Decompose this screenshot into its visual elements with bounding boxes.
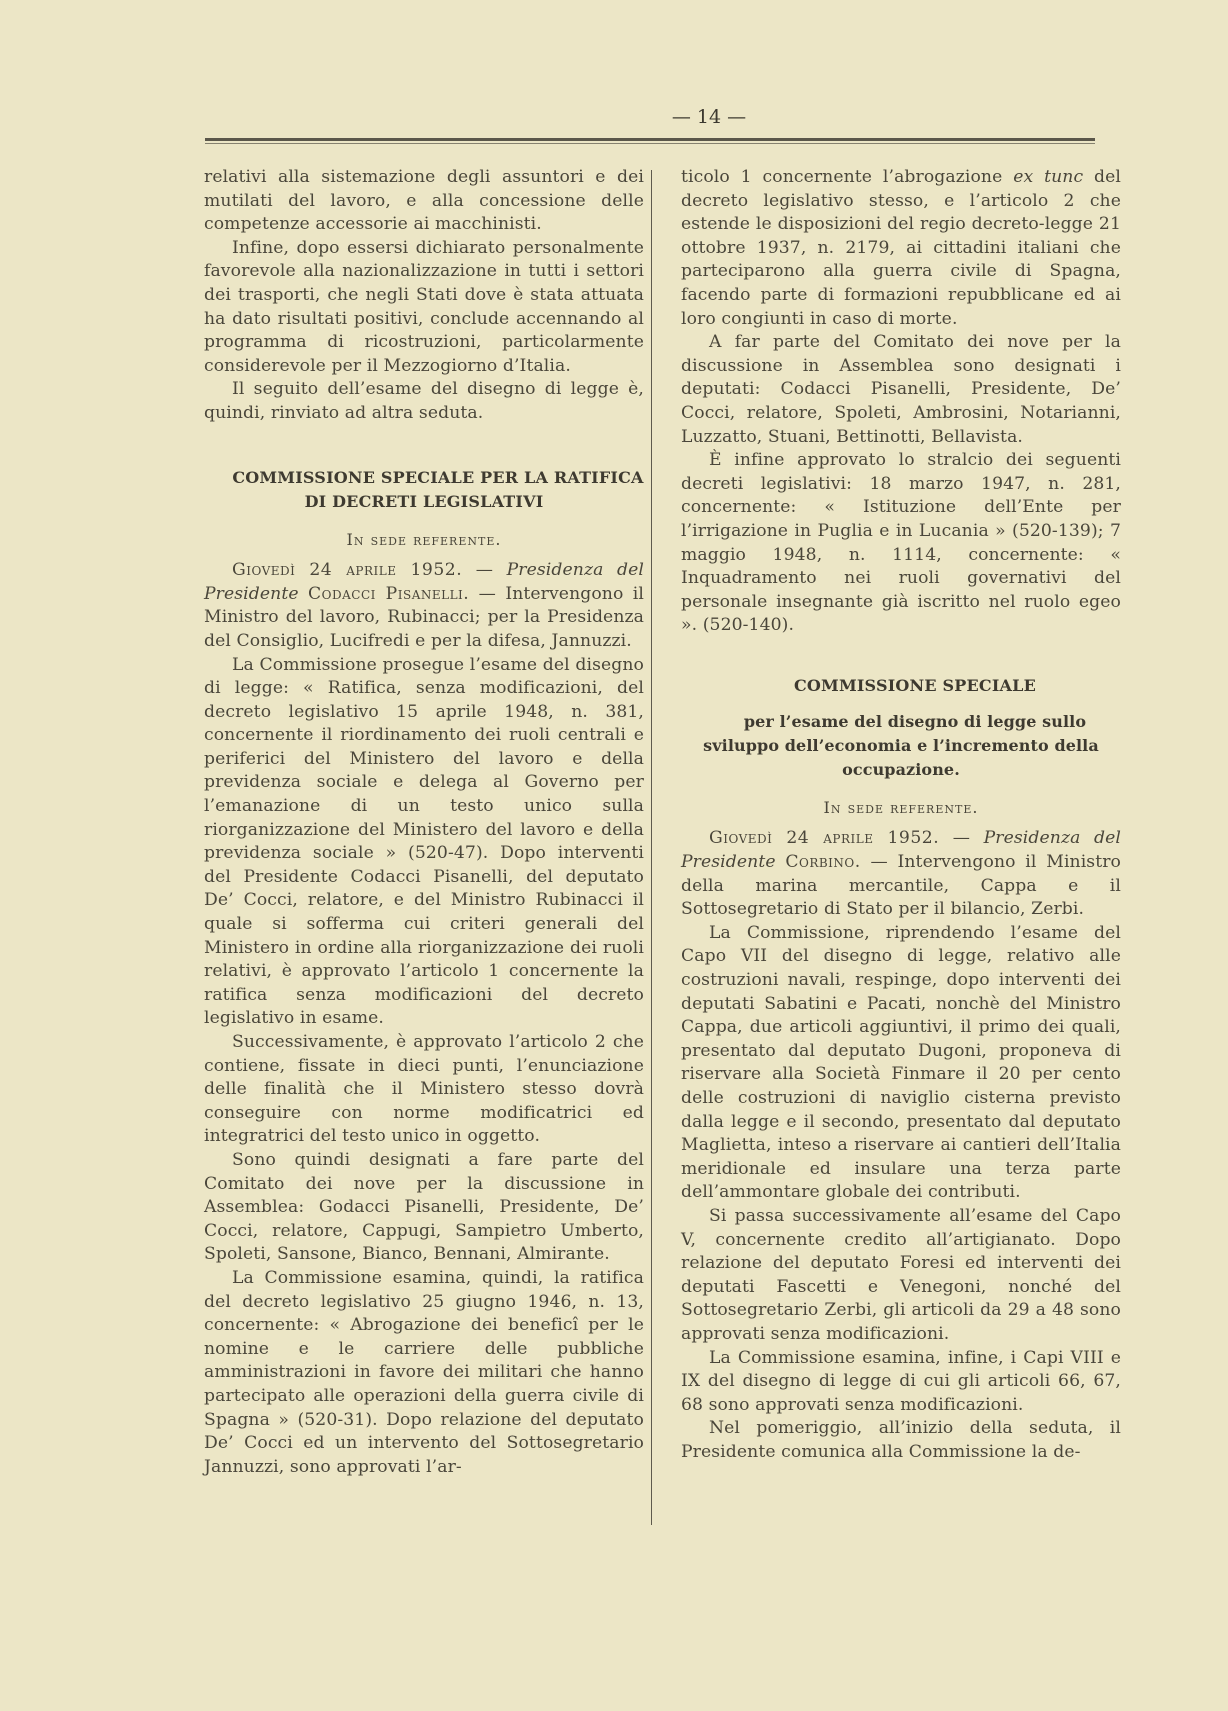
presidency: Presidenza del Presidente: [681, 828, 1121, 873]
paragraph: Nel pomeriggio, all’inizio della seduta, il Presidente comunica alla Commissione la de-: [681, 1418, 1121, 1462]
paragraph: Il seguito dell’esame del disegno di legge è, quindi, rinviato ad altra seduta.: [204, 379, 644, 423]
page-number: — 14 —: [671, 106, 747, 128]
right-column: [681, 166, 1121, 1465]
text-run: ticolo 1 concernente l’abrogazione: [681, 167, 1014, 187]
dash: —: [462, 560, 507, 581]
president-name: Codacci Pisanelli.: [308, 583, 470, 604]
left-column: [204, 166, 644, 1479]
paragraph: Successivamente, è approvato l’articolo 2 che contiene, fissate in dieci punti, l’enunciazione delle finalità che il Ministero stesso dovrà conseguire con norme modificatrici ed integratrici del testo unico in oggetto.: [204, 1032, 644, 1147]
paragraph: La Commissione esamina, quindi, la ratifica del decreto legislativo 25 giugno 1946, n. 13, concernente: « Abrogazione dei beneficî per le nomine e le carriere delle pubbliche amministrazioni in favore dei militari che hanno partecipato alle operazioni della guerra civile di Spagna » (520-31). Dopo relazione del deputato De’ Cocci ed un intervento del Sottosegretario Jannuzzi, sono approvati l’ar-: [204, 1267, 644, 1477]
header-rule-thin: [205, 143, 1095, 144]
session-attendees: — Intervengono il Ministro del lavoro, Rubinacci; per la Presidenza del Consiglio, Lucifredi e per la difesa, Jannuzzi.: [204, 583, 644, 651]
section-heading: COMMISSIONE SPECIALE PER LA RATIFICA DI DECRETI LEGISLATIVI: [232, 467, 644, 511]
president-name: Corbino.: [785, 852, 861, 873]
paragraph: La Commissione, riprendendo l’esame del Capo VII del disegno di legge, relativo alle costruzioni navali, respinge, dopo interventi dei deputati Sabatini e Pacati, nonchè del Ministro Cappa, due articoli aggiuntivi, il primo dei quali, presentato dal deputato Dugoni, proponeva di riservare alla Società Finmare il 20 per cento delle costruzioni di naviglio cisterna previsto dalla legge e il secondo, presentato dal deputato Maglietta, inteso a riservare ai cantieri dell’Italia meridionale ed insulare una terza parte dell’ammontare globale dei contributi.: [681, 922, 1121, 1203]
paragraph: Sono quindi designati a fare parte del Comitato dei nove per la discussione in Assemblea: Godacci Pisanelli, Presidente, De’ Cocci, relatore, Cappugi, Sampietro Umberto, Spoleti, Sansone, Bianco, Bennani, Almirante.: [204, 1149, 644, 1265]
session-date: Giovedì 24 aprile 1952.: [232, 560, 463, 581]
section-heading: COMMISSIONE SPECIALE: [793, 675, 1036, 695]
paragraph: [681, 166, 1121, 331]
sede-label: In sede referente.: [346, 529, 502, 549]
paragraph: A far parte del Comitato dei nove per la discussione in Assemblea sono designati i deputati: Codacci Pisanelli, Presidente, De’ Cocci, relatore, Spoleti, Ambrosini, Notarianni, Luzzatto, Stuani, Bettinotti, Bellavista.: [681, 332, 1121, 447]
session-attendees: — Intervengono il Ministro della marina mercantile, Cappa e il Sottosegretario di Stato per il bilancio, Zerbi.: [681, 852, 1121, 920]
column-divider: [651, 170, 652, 1525]
paragraph: La Commissione esamina, infine, i Capi VIII e IX del disegno di legge di cui gli articoli 66, 67, 68 sono approvati senza modificazioni.: [681, 1347, 1121, 1415]
latin-phrase: ex tunc: [1013, 167, 1084, 187]
session-intro: [681, 827, 1121, 921]
text-run: del decreto legislativo stesso, e l’articolo 2 che estende le disposizioni del regio decreto-legge 21 ottobre 1937, n. 2179, ai cittadini italiani che parteciparono alla guerra civile di Spagna, facendo parte di formazioni repubblicane ed ai loro congiunti in caso di morte.: [681, 167, 1122, 329]
paragraph: La Commissione prosegue l’esame del disegno di legge: « Ratifica, senza modificazioni, del decreto legislativo 15 aprile 1948, n. 381, concernente il riordinamento dei ruoli centrali e periferici del Ministero del lavoro e della previdenza sociale e delega al Governo per l’emanazione di un testo unico sulla riorganizzazione del Ministero del lavoro e della previdenza sociale » (520-47). Dopo interventi del Presidente Codacci Pisanelli, del deputato De’ Cocci, relatore, e del Ministro Rubinacci il quale si sofferma cui criteri generali del Ministero in ordine alla riorganizzazione dei ruoli relativi, è approvato l’articolo 1 concernente la ratifica senza modificazioni del decreto legislativo in esame.: [204, 654, 644, 1029]
paragraph: relativi alla sistemazione degli assuntori e dei mutilati del lavoro, e alla concessione delle competenze accessorie ai macchinisti.: [204, 167, 644, 235]
section-subheading: per l’esame del disegno di legge sullo sviluppo dell’economia e l’incremento della occupazione.: [703, 711, 1099, 779]
session-intro: [204, 559, 644, 653]
paragraph: È infine approvato lo stralcio dei seguenti decreti legislativi: 18 marzo 1947, n. 281, concernente: « Istituzione dell’Ente per l’irrigazione in Puglia e in Lucania » (520-139); 7 maggio 1948, n. 1114, concernente: « Inquadramento nei ruoli governativi del personale insegnante già iscritto nel ruolo egeo ». (520-140).: [681, 450, 1121, 636]
paragraph: Si passa successivamente all’esame del Capo V, concernente credito all’artigianato. Dopo relazione del deputato Foresi ed interventi dei deputati Fascetti e Venegoni, nonché del Sottosegretario Zerbi, gli articoli da 29 a 48 sono approvati senza modificazioni.: [681, 1205, 1121, 1344]
sede-label: In sede referente.: [823, 797, 979, 817]
dash: —: [939, 828, 984, 849]
paragraph: Infine, dopo essersi dichiarato personalmente favorevole alla nazionalizzazione in tutti i settori dei trasporti, che negli Stati dove è stata attuata ha dato risultati positivi, conclude accennando al programma di ricostruzioni, particolarmente considerevole per il Mezzogiorno d’Italia.: [204, 237, 644, 376]
header-rule-thick: [205, 138, 1095, 141]
presidency: Presidenza del Presidente: [204, 560, 644, 604]
session-date: Giovedì 24 aprile 1952.: [709, 828, 940, 849]
